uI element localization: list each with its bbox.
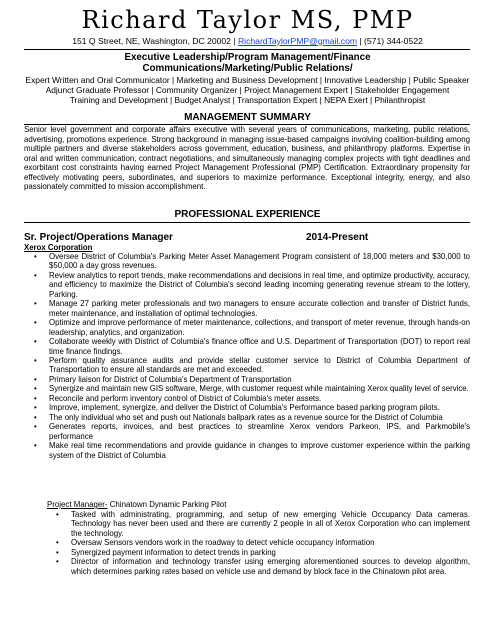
phone-text: | (571) 344-0522 (357, 36, 423, 46)
list-item: • Director of information and technology transfer using emerging aforementioned sources to develop algorithm, which determines parking rates based on vehicle use and demand by block face in the Chinatown pilot area. (56, 557, 470, 576)
list-item: • Review analytics to report trends, make recommendations and decisions in real time, and optimize productivity, accuracy, and efficiency to maximize the District of Columbia's second leading incoming generating revenue stream to the lottery, Parking. (34, 271, 470, 299)
list-item: • Synergize and maintain new GIS software, Merge, with customer request while maintaining Xerox quality level of service. (34, 384, 470, 393)
list-item: • Manage 27 parking meter professionals and two managers to ensure accurate collection and transfer of District funds, meter maintenance, and installation of optimal technologies. (34, 299, 470, 318)
skills-line-1: Expert Written and Oral Communicator | Marketing and Business Development | Innovative Leadership | Public Speaker (25, 75, 470, 85)
address-text: 151 Q Street, NE, Washington, DC 20002 | (72, 36, 238, 46)
list-item: • Oversaw Sensors vendors work in the roadway to detect vehicle occupancy information (56, 538, 470, 547)
experience-heading: PROFESSIONAL EXPERIENCE (174, 209, 321, 220)
list-item: • Perform quality assurance audits and provide stellar customer service to District of Columbia Department of Transportation to ensure all standards are met and exceeded. (34, 356, 470, 375)
job-dates: 2014-Present (306, 232, 369, 243)
skills-line-3: Training and Development | Budget Analyst | Transportation Expert | NEPA Exert | Philanthropist (69, 95, 426, 105)
list-item: • Tasked with administrating, programming, and setup of new emerging Vehicle Occupancy Data cameras. Technology has never been used and there are currently 2 people in all of Xerox Corporation who can implement the technology. (56, 510, 470, 538)
sub-role-label: Project Manager- (47, 500, 108, 509)
job-title: Sr. Project/Operations Manager (24, 232, 173, 243)
header-divider (24, 49, 470, 50)
list-item: • Generates reports, invoices, and best practices to streamline Xerox vendors Parkeon, IPS, and Parkmobile's performance (34, 422, 470, 441)
job-bullet-list (34, 252, 470, 460)
summary-heading: MANAGEMENT SUMMARY (184, 112, 311, 123)
list-item: • Optimize and improve performance of meter maintenance, collections, and transport of meter revenue, through hands-on leadership, analytics, and organization. (34, 318, 470, 337)
contact-line (0, 36, 495, 47)
summary-text: Senior level government and corporate affairs executive with several years of communications, marketing, public relations, advertising, promotions experience. Strong background in managing issue-based campaigns involving coalition-building among multiple partners and diverse stakeholders across government, education, business, and philanthropy platforms. Expertise in oral and written communication, contract negotiations, and simultaneously managing complex projects with tight deadlines and exorbitant cost constraints having earned Project Management Professional (PMP) Certification. Extraordinary propensity for effectively motivating peers, subordinates, and superiors to maximize performance. Exceptional integrity, energy, and also passionately committed to mission accomplishment. (24, 125, 470, 192)
list-item: • Oversee District of Columbia's Parking Meter Asset Management Program consistent of 18,000 meters and $30,000 to $50,000 a day gross revenues. (34, 252, 470, 271)
headline-line-2: Communications/Marketing/Public Relations/ (142, 63, 353, 74)
list-item: • Synergized payment information to detect trends in parking (56, 548, 470, 557)
headline-line-1: Executive Leadership/Program Management/Finance (124, 52, 371, 63)
list-item: • Primary liaison for District of Columbia's Department of Transportation (34, 375, 470, 384)
sub-role-bullet-list (56, 510, 470, 576)
email-link[interactable]: RichardTaylorPMP@gmail.com (237, 36, 358, 46)
candidate-name: Richard Taylor MS, PMP (81, 6, 414, 34)
list-item: • The only individual who set and push out Nationals ballpark rates as a revenue source for the District of Columbia (34, 413, 470, 422)
list-item: • Make real time recommendations and provide guidance in changes to improve customer experience within the parking system of the District of Columbia (34, 441, 470, 460)
list-item: • Improve, implement, synergize, and deliver the District of Columbia's Performance based parking program pilots. (34, 403, 470, 412)
list-item: • Reconcile and perform inventory control of District of Columbia's meter assets. (34, 394, 470, 403)
sub-role-project: Chinatown Dynamic Parking Pilot (107, 500, 227, 509)
sub-role-title (47, 500, 226, 510)
list-item: • Collaborate weekly with District of Columbia's finance office and U.S. Department of Transportation (DOT) to report real time finance findings. (34, 337, 470, 356)
skills-line-2: Adjunct Graduate Professor | Community Organizer | Project Management Expert | Stakeholder Engagement (45, 85, 450, 95)
company-name: Xerox Corporation (24, 243, 93, 252)
experience-divider (24, 222, 470, 223)
